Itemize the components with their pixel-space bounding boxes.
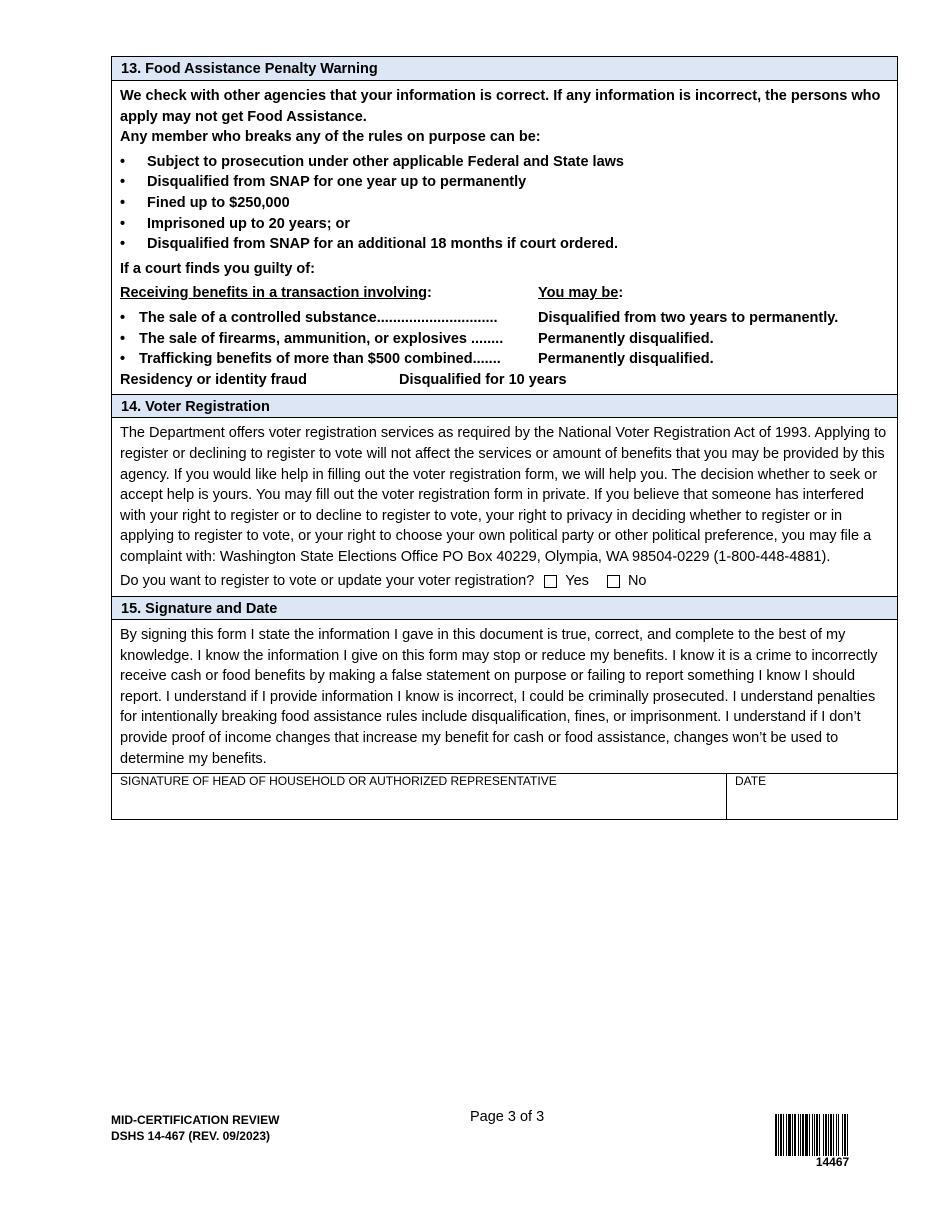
offense-text: • The sale of firearms, ammunition, or explosives ........ — [120, 329, 538, 350]
page-number: Page 3 of 3 — [470, 1109, 545, 1125]
penalty-item: • Disqualified from SNAP for an additional 18 months if court ordered. — [120, 234, 889, 255]
result-column-header: You may be — [538, 285, 619, 302]
signature-row — [112, 773, 897, 819]
offense-result: Permanently disqualified. — [538, 351, 714, 368]
date-label: DATE — [735, 774, 767, 789]
signature-field[interactable] — [112, 774, 727, 819]
residency-offense: Residency or identity fraud — [120, 371, 307, 388]
barcode-number: 14467 — [815, 1155, 850, 1169]
section-14-header: 14. Voter Registration — [112, 394, 897, 418]
section-14-body — [112, 418, 897, 596]
offense-row — [120, 329, 889, 350]
offense-result: Permanently disqualified. — [538, 330, 714, 347]
offense-list — [120, 308, 889, 370]
penalty-rules-lead: Any member who breaks any of the rules on purpose can be: — [120, 129, 541, 146]
offense-text: • The sale of a controlled substance.............................. — [120, 308, 538, 329]
voter-no-option[interactable] — [597, 571, 647, 592]
signature-statement: By signing this form I state the information I gave in this document is true, correct, and complete to the best of my knowledge. I know the information I give on this form may stop or reduce my benefits. I know it is a crime to incorrectly receive cash or food benefits by making a false statement on purpose or failing to report something I know I should report. I understand if I provide information I know is incorrect, I could be criminally prosecuted. I understand penalties for intentionally breaking food assistance rules include disqualification, fines, or imprisonment. I understand if I don’t provide proof of income changes that increase my benefit for cash or food assistance, changes won’t be used to determine my benefits. — [120, 627, 878, 767]
section-13-header: 13. Food Assistance Penalty Warning — [112, 57, 897, 81]
voter-yes-option[interactable] — [534, 571, 589, 592]
offense-column-header: Receiving benefits in a transaction involving — [120, 285, 427, 302]
offense-text: • Trafficking benefits of more than $500 combined....... — [120, 349, 538, 370]
section-13-body — [112, 81, 897, 394]
penalty-item: • Fined up to $250,000 — [120, 193, 889, 214]
form-name: MID-CERTIFICATION REVIEW — [111, 1113, 280, 1127]
voter-no-label: No — [627, 573, 647, 590]
form-table — [111, 56, 898, 820]
voter-question: Do you want to register to vote or update your voter registration? — [120, 573, 535, 590]
residency-result: Disqualified for 10 years — [399, 371, 567, 388]
signature-label: SIGNATURE OF HEAD OF HOUSEHOLD OR AUTHORIZED REPRESENTATIVE — [120, 774, 557, 789]
offense-result: Disqualified from two years to permanently. — [538, 309, 839, 326]
form-identifier — [111, 1112, 279, 1144]
offense-row — [120, 308, 889, 329]
section-15-header: 15. Signature and Date — [112, 596, 897, 620]
voter-no-checkbox[interactable] — [607, 575, 620, 588]
voter-registration-text: The Department offers voter registration services as required by the National Voter Registration Act of 1993. Applying to register or declining to register to vote will not affect the services or amount of benefits that you may be provided by this agency. If you would like help in filling out the voter registration form, we will help you. The decision whether to seek or accept help is yours. You may fill out the voter registration form in private. If you believe that someone has interfered with your right to register or to decline to register to vote, your right to privacy in deciding whether to register or in applying to register to vote, or your right to choose your own political party or other political preference, you may file a complaint with: Washington State Elections Office PO Box 40229, Olympia, WA 98504-0229 (1-800-448-4881). — [120, 425, 887, 565]
penalty-item: • Subject to prosecution under other applicable Federal and State laws — [120, 152, 889, 173]
residency-row — [120, 370, 889, 391]
form-number: DSHS 14-467 (REV. 09/2023) — [111, 1129, 270, 1143]
section-15-body — [112, 620, 897, 773]
penalty-item: • Imprisoned up to 20 years; or — [120, 214, 889, 235]
penalty-list — [120, 152, 889, 255]
penalty-item: • Disqualified from SNAP for one year up to permanently — [120, 172, 889, 193]
voter-question-row — [120, 571, 889, 592]
court-lead: If a court finds you guilty of: — [120, 260, 315, 277]
date-field[interactable] — [727, 774, 897, 819]
voter-yes-checkbox[interactable] — [544, 575, 557, 588]
offense-row — [120, 349, 889, 370]
barcode — [775, 1114, 883, 1156]
voter-yes-label: Yes — [565, 573, 589, 590]
offense-header-row: Receiving benefits in a transaction involving: You may be: — [120, 285, 624, 302]
penalty-intro: We check with other agencies that your information is correct. If any information is incorrect, the persons who apply may not get Food Assistance. — [120, 88, 881, 125]
